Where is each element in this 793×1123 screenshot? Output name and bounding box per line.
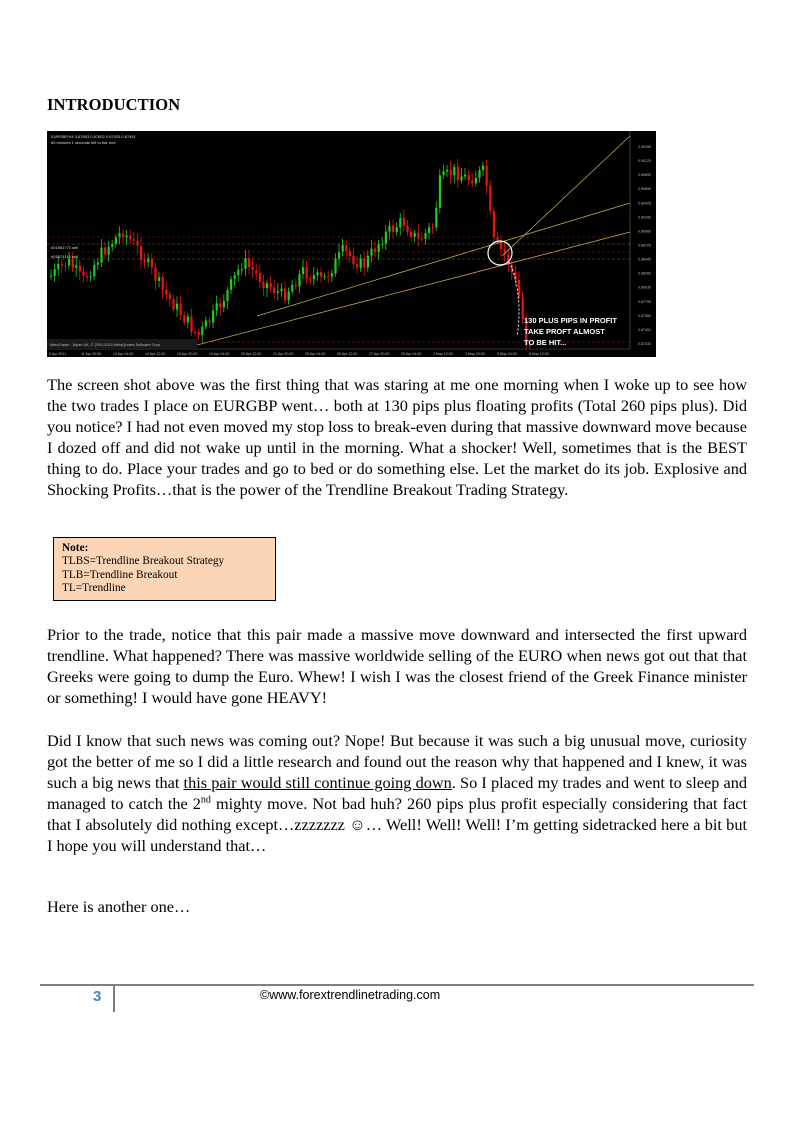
candle-body: [79, 266, 81, 272]
candle-body: [270, 283, 272, 287]
candle-body: [216, 303, 218, 310]
candle-body: [392, 226, 394, 232]
date-tick-label: 13 Apr 04:00: [113, 352, 134, 356]
candle-body: [169, 294, 171, 299]
candle-body: [93, 265, 95, 277]
date-tick-label: 20 Apr 12:00: [241, 352, 262, 356]
chart-symbol-line: EURGBP,H4 0.87603 0.87602 0.87425 0.87451: [51, 134, 136, 139]
candle-body: [64, 265, 66, 266]
candle-body: [316, 272, 318, 275]
price-tick-label: 0.87560: [638, 313, 651, 318]
candle-body: [396, 227, 398, 232]
date-tick-label: 2 May 12:00: [433, 352, 453, 356]
candle-body: [183, 315, 185, 322]
price-tick-label: 0.89425: [638, 201, 651, 206]
note-title: Note:: [62, 542, 89, 554]
date-tick-label: 25 Apr 04:00: [305, 352, 326, 356]
candle-body: [453, 167, 455, 175]
candle-body: [61, 264, 63, 265]
candle-body: [435, 208, 437, 228]
candle-body: [302, 267, 304, 274]
candle-body: [194, 332, 196, 333]
price-tick-label: 0.87451: [638, 327, 651, 332]
profit-annotation-line: TO BE HIT...: [524, 338, 567, 347]
candle-body: [180, 304, 182, 316]
candle-body: [324, 276, 326, 277]
note-line-tl: TL=Trendline: [62, 581, 126, 594]
date-tick-label: 6 May 12:00: [529, 352, 549, 356]
candle-body: [471, 181, 473, 184]
profit-annotation-line: 130 PLUS PIPS IN PROFIT: [524, 316, 617, 325]
candle-body: [201, 327, 203, 335]
candle-body: [414, 233, 416, 237]
note-line-tlbs: TLBS=Trendline Breakout Strategy: [62, 555, 225, 568]
candle-body: [144, 260, 146, 262]
candle-body: [399, 218, 401, 227]
price-tick-label: 0.88260: [638, 271, 651, 276]
candle-body: [457, 167, 459, 181]
candle-body: [162, 277, 164, 289]
candle-body: [136, 241, 138, 246]
candle-body: [378, 244, 380, 252]
candle-body: [489, 185, 491, 210]
candle-body: [432, 227, 434, 228]
candle-body: [252, 267, 254, 270]
candle-body: [104, 248, 106, 255]
price-tick-label: 0.88725: [638, 243, 651, 248]
candle-body: [154, 267, 156, 281]
candle-body: [450, 170, 452, 175]
candle-body: [291, 285, 293, 292]
candle-body: [478, 170, 480, 178]
candle-body: [54, 269, 56, 276]
candle-body: [417, 233, 419, 239]
section-heading: INTRODUCTION: [47, 95, 181, 114]
candle-body: [514, 272, 516, 280]
candle-body: [50, 276, 52, 277]
trendline-upper: [502, 136, 630, 256]
candle-body: [133, 239, 135, 241]
candle-body: [226, 290, 228, 301]
candle-body: [298, 274, 300, 286]
candle-body: [280, 289, 282, 292]
candle-body: [176, 304, 178, 310]
candle-body: [327, 276, 329, 277]
candle-body: [385, 232, 387, 244]
candle-body: [129, 235, 131, 239]
candle-body: [266, 283, 268, 288]
candle-body: [140, 246, 142, 260]
date-tick-label: 21 Apr 20:00: [273, 352, 294, 356]
candle-body: [496, 237, 498, 241]
candle-body: [367, 256, 369, 268]
candle-body: [356, 264, 358, 268]
candle-body: [288, 291, 290, 300]
page-number: 3: [93, 988, 102, 1005]
candle-body: [212, 311, 214, 323]
paragraph-research-part3: mighty move. Not bad huh? 260 pips plus profit especially considering that fact that I absolutely did nothing except…zzzzzzz ☺… Well! Well! Well! I’m getting sidetracked here a bit but I hope you will understand that…: [47, 793, 747, 855]
candle-body: [468, 175, 470, 181]
paragraph-research-part1: Did I know that such news was coming out? Nope! But because it was such a big unusual move, curiosity got the better of me so I did a little research and found out the reason why that happened and I knew, it was such a big news that: [47, 731, 747, 792]
candle-body: [244, 258, 246, 269]
candle-body: [241, 269, 243, 270]
price-tick-label: 0.87330: [638, 342, 651, 346]
candle-body: [277, 291, 279, 293]
candle-body: [388, 226, 390, 232]
candle-body: [208, 321, 210, 323]
candle-body: [460, 176, 462, 180]
candle-body: [464, 175, 466, 177]
chart-copyright: MetaTrader - Alpari UK, © 2001-2010 MetaQuotes Software Corp.: [50, 343, 161, 347]
candle-body: [442, 171, 444, 175]
chart-timer-line: 60 minutes 1 seconds left to bar end: [51, 140, 116, 145]
date-tick-label: 15 Apr 20:00: [177, 352, 198, 356]
paragraph-prior-trade: Prior to the trade, notice that this pair made a massive move downward and intersected the first upward trendline. What happened? There was massive worldwide selling of the EURO when news got out that that Greeks were going to dump the Euro. Whew! I wish I was the closest friend of the Greek Finance minister or something! I would have gone HEAVY!: [47, 625, 747, 707]
profit-annotation-line: TAKE PROFT ALMOST: [524, 327, 605, 336]
note-line-tlb: TLB=Trendline Breakout: [62, 568, 178, 581]
candle-body: [57, 264, 59, 269]
candle-body: [309, 279, 311, 280]
date-tick-label: 26 Apr 12:00: [337, 352, 358, 356]
candle-body: [338, 252, 340, 259]
candle-body: [284, 289, 286, 301]
candle-body: [320, 272, 322, 276]
date-tick-label: 11 Apr 20:00: [81, 352, 102, 356]
date-tick-label: 19 Apr 04:00: [209, 352, 230, 356]
candle-body: [475, 178, 477, 183]
candle-body: [403, 218, 405, 226]
candle-body: [421, 239, 423, 240]
candle-body: [100, 248, 102, 263]
candle-body: [151, 258, 153, 267]
candle-body: [295, 285, 297, 287]
candle-body: [360, 258, 362, 267]
footer-website-link[interactable]: ©www.forextrendlinetrading.com: [260, 988, 441, 1002]
candle-body: [428, 227, 430, 233]
candle-body: [424, 233, 426, 239]
trendline-middle: [257, 203, 630, 316]
price-tick-label: 0.89190: [638, 215, 651, 220]
candle-body: [273, 287, 275, 292]
date-tick-label: 29 Apr 04:00: [401, 352, 422, 356]
candle-body: [486, 166, 488, 186]
trading-chart-screenshot: [47, 131, 656, 357]
footer-divider: [40, 984, 754, 986]
candle-body: [234, 275, 236, 279]
candle-body: [158, 277, 160, 281]
candle-body: [345, 245, 347, 251]
breakout-arrow: [509, 262, 519, 336]
candle-body: [237, 270, 239, 275]
price-tick-label: 0.88030: [638, 285, 651, 290]
candle-body: [248, 258, 250, 267]
date-tick-label: 27 Apr 20:00: [369, 352, 390, 356]
candle-body: [187, 317, 189, 323]
candle-body: [111, 244, 113, 247]
paragraph-research: [47, 731, 747, 856]
date-tick-label: 8 Apr 2011: [49, 352, 67, 356]
candle-body: [230, 279, 232, 290]
candle-body: [262, 282, 264, 288]
candle-body: [97, 263, 99, 265]
candle-body: [352, 256, 354, 264]
candle-body: [219, 303, 221, 307]
paragraph-another-one: Here is another one…: [47, 897, 191, 916]
price-tick-label: 0.87795: [638, 299, 651, 304]
underlined-phrase: this pair would still continue going down: [183, 772, 452, 792]
paragraph-screenshot-story: The screen shot above was the first thing that was staring at me one morning when I woke up to see how the two trades I place on EURGBP went… both at 130 pips plus floating profits (Total 260 pips plus). Did you notice? I had not even moved my stop loss to break-even during that massive downward move because I dozed off and did not wake up until in the morning. What a shocker! Well, sometimes that is the BEST thing to do. Place your trades and go to bed or do something else. Let the market do its job. Explosive and Shocking Profits…that is the power of the Trendline Breakout Trading Strategy.: [47, 375, 747, 499]
candle-body: [482, 166, 484, 170]
price-tick-label: 0.88960: [638, 229, 651, 234]
candle-body: [313, 275, 315, 279]
candle-body: [363, 258, 365, 267]
level-label-2: #01874114 sell: [51, 254, 78, 259]
note-box: [53, 537, 276, 601]
candle-body: [190, 317, 192, 332]
paragraph-research-part2: . So I placed my trades and went to sleep and managed to catch the 2: [47, 772, 748, 813]
price-tick-label: 0.89655: [638, 187, 651, 192]
candle-body: [493, 211, 495, 237]
candle-body: [410, 232, 412, 237]
candle-body: [115, 238, 117, 244]
candle-body: [108, 247, 110, 255]
candle-body: [172, 299, 174, 309]
candle-body: [334, 259, 336, 274]
level-label-1: #01981771 sell: [51, 245, 79, 250]
candle-body: [72, 259, 74, 268]
date-tick-label: 14 Apr 12:00: [145, 352, 166, 356]
candle-body: [68, 259, 70, 266]
candle-body: [75, 266, 77, 268]
candle-body: [255, 270, 257, 273]
price-tick-label: 0.89890: [638, 173, 651, 178]
candle-body: [374, 249, 376, 252]
ordinal-superscript: nd: [200, 794, 211, 806]
price-tick-label: 0.90355: [638, 145, 651, 149]
candle-body: [82, 271, 84, 276]
candle-body: [198, 332, 200, 335]
candle-body: [446, 170, 448, 172]
candle-body: [259, 273, 261, 282]
candle-body: [223, 301, 225, 307]
candle-body: [439, 175, 441, 207]
candle-body: [406, 226, 408, 232]
candle-body: [86, 276, 88, 277]
price-tick-label: 0.88495: [638, 257, 651, 262]
candle-body: [90, 276, 92, 277]
date-tick-label: 3 May 20:00: [465, 352, 485, 356]
page-number-divider: [113, 986, 115, 1012]
candle-body: [306, 267, 308, 278]
candle-body: [342, 245, 344, 252]
date-tick-label: 5 May 04:00: [497, 352, 517, 356]
candle-body: [165, 289, 167, 294]
candle-body: [205, 321, 207, 327]
candle-body: [331, 273, 333, 276]
price-tick-label: 0.90120: [638, 159, 651, 164]
